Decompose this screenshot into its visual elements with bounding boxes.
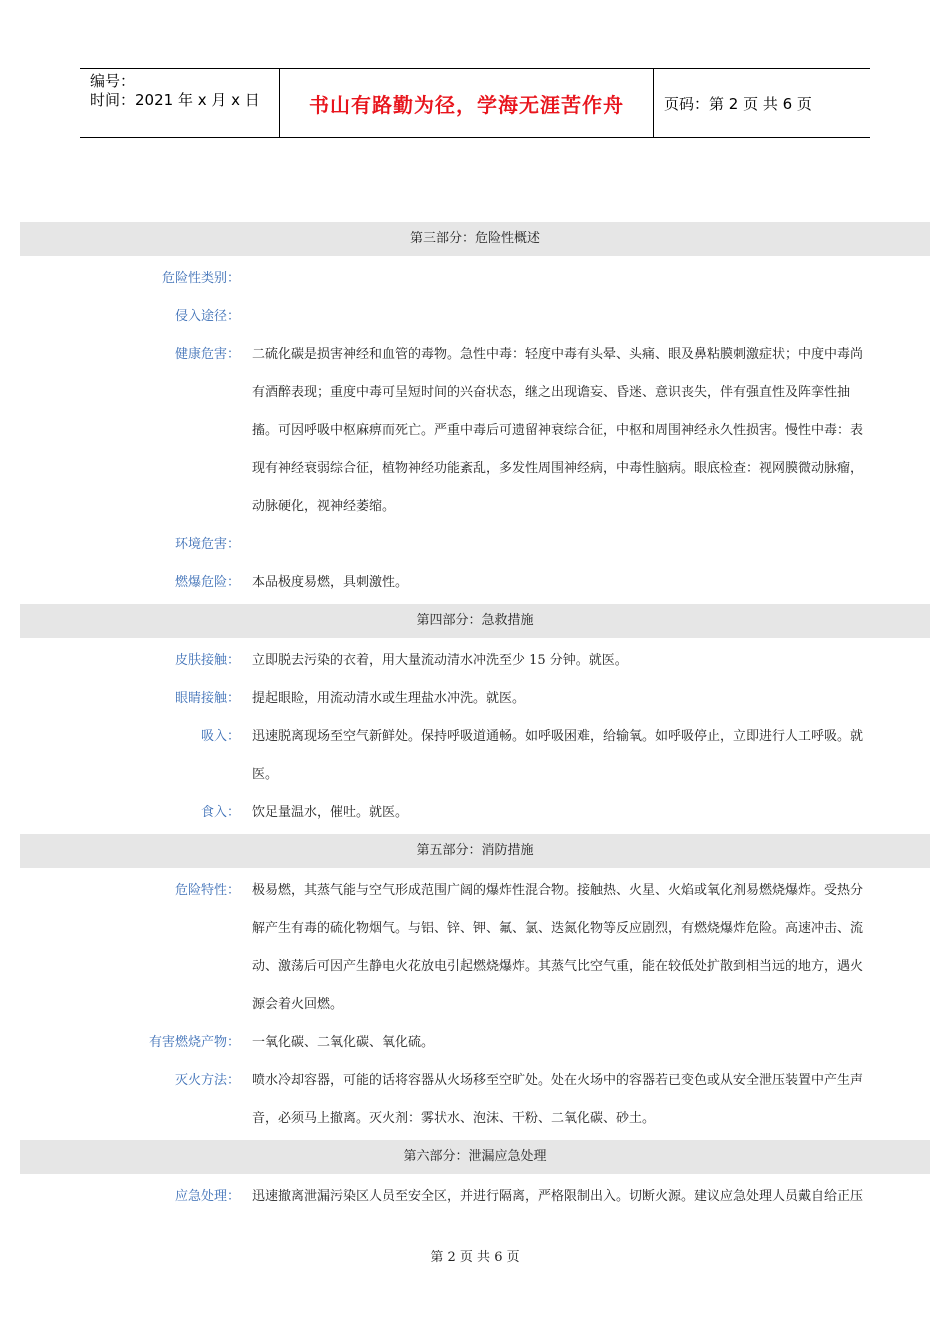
- field-value-line: 搐。可因呼吸中枢麻痹而死亡。严重中毒后可遗留神衰综合征，中枢和周围神经永久性损害。慢性中毒：表: [252, 423, 864, 438]
- field-label: 环境危害：: [174, 537, 240, 552]
- field-value: [240, 298, 930, 336]
- section-header: 第五部分：消防措施: [20, 834, 930, 868]
- field-value-line: 有酒醉表现；重度中毒可呈短时间的兴奋状态，继之出现谵妄、昏迷、意识丧失，伴有强直性及阵挛性抽: [252, 385, 851, 400]
- field-row: [20, 718, 930, 794]
- field-value: 提起眼睑，用流动清水或生理盐水冲洗。就医。: [252, 691, 526, 706]
- field-value-line: 音，必须马上撤离。灭火剂：雾状水、泡沫、干粉、二氧化碳、砂土。: [252, 1111, 656, 1126]
- field-value-line: 动、激荡后可因产生静电火花放电引起燃烧爆炸。其蒸气比空气重，能在较低处扩散到相当远的地方，遇火: [252, 959, 864, 974]
- field-label: 灭火方法：: [174, 1073, 240, 1088]
- field-value: [240, 336, 930, 526]
- field-row: [20, 872, 930, 1024]
- field-row: [20, 526, 930, 564]
- field-label: 燃爆危险：: [174, 575, 240, 590]
- field-value: 迅速撤离泄漏污染区人员至安全区，并进行隔离，严格限制出入。切断火源。建议应急处理人员戴自给正压: [252, 1189, 864, 1204]
- field-row: [20, 298, 930, 336]
- field-row: [20, 1024, 930, 1062]
- field-row: [20, 642, 930, 680]
- field-label: 有害燃烧产物：: [148, 1035, 240, 1050]
- motto: 书山有路勤为径，学海无涯苦作舟: [280, 69, 654, 137]
- field-value-line: 医。: [252, 767, 279, 782]
- document-body: [20, 220, 930, 1216]
- page-footer: 第 2 页 共 6 页: [430, 1250, 520, 1265]
- field-row: [20, 680, 930, 718]
- field-value-line: 迅速脱离现场至空气新鲜处。保持呼吸道通畅。如呼吸困难，给输氧。如呼吸停止，立即进行人工呼吸。就: [252, 729, 864, 744]
- field-value: 本品极度易燃，具刺激性。: [252, 575, 409, 590]
- field-row: [20, 564, 930, 602]
- field-value: 一氧化碳、二氧化碳、氧化硫。: [252, 1035, 435, 1050]
- field-row: [20, 336, 930, 526]
- field-value: [240, 526, 930, 564]
- page-info: 页码：第 2 页 共 6 页: [664, 94, 812, 113]
- field-value: [240, 260, 930, 298]
- field-value-line: 现有神经衰弱综合征，植物神经功能紊乱，多发性周围神经病，中毒性脑病。眼底检查：视网膜微动脉瘤，: [252, 461, 864, 476]
- field-value: [240, 718, 930, 794]
- field-label: 侵入途径：: [174, 309, 240, 324]
- field-label: 危险性类别：: [161, 271, 240, 286]
- field-value: 饮足量温水，催吐。就医。: [252, 805, 409, 820]
- field-label: 应急处理：: [174, 1189, 240, 1204]
- field-row: [20, 1062, 930, 1138]
- section-header: 第六部分：泄漏应急处理: [20, 1140, 930, 1174]
- field-label: 眼睛接触：: [174, 691, 240, 706]
- header-meta: [80, 69, 280, 137]
- field-row: [20, 794, 930, 832]
- page-header: [80, 68, 870, 138]
- field-label: 健康危害：: [174, 347, 240, 362]
- field-value-line: 喷水冷却容器，可能的话将容器从火场移至空旷处。处在火场中的容器若已变色或从安全泄压装置中产生声: [252, 1073, 864, 1088]
- section-header: 第四部分：急救措施: [20, 604, 930, 638]
- field-label: 食入：: [200, 805, 240, 820]
- number-label: 编号：: [90, 72, 136, 90]
- section-header: 第三部分：危险性概述: [20, 222, 930, 256]
- field-value-line: 二硫化碳是损害神经和血管的毒物。急性中毒：轻度中毒有头晕、头痛、眼及鼻粘膜刺激症状；中度中毒尚: [252, 347, 864, 362]
- field-row: [20, 260, 930, 298]
- field-value: [240, 872, 930, 1024]
- field-value: [240, 1062, 930, 1138]
- field-label: 皮肤接触：: [174, 653, 240, 668]
- time-label: 时间：2021 年 x 月 x 日: [90, 91, 260, 109]
- field-value-line: 动脉硬化，视神经萎缩。: [252, 499, 396, 514]
- field-value-line: 极易燃，其蒸气能与空气形成范围广阔的爆炸性混合物。接触热、火星、火焰或氧化剂易燃烧爆炸。受热分: [252, 883, 864, 898]
- field-value-line: 解产生有毒的硫化物烟气。与铝、锌、钾、氟、氯、迭氮化物等反应剧烈，有燃烧爆炸危险。高速冲击、流: [252, 921, 864, 936]
- field-value: 立即脱去污染的衣着，用大量流动清水冲洗至少 15 分钟。就医。: [252, 653, 628, 668]
- field-row: [20, 1178, 930, 1216]
- field-label: 吸入：: [200, 729, 240, 744]
- field-value-line: 源会着火回燃。: [252, 997, 344, 1012]
- field-label: 危险特性：: [174, 883, 240, 898]
